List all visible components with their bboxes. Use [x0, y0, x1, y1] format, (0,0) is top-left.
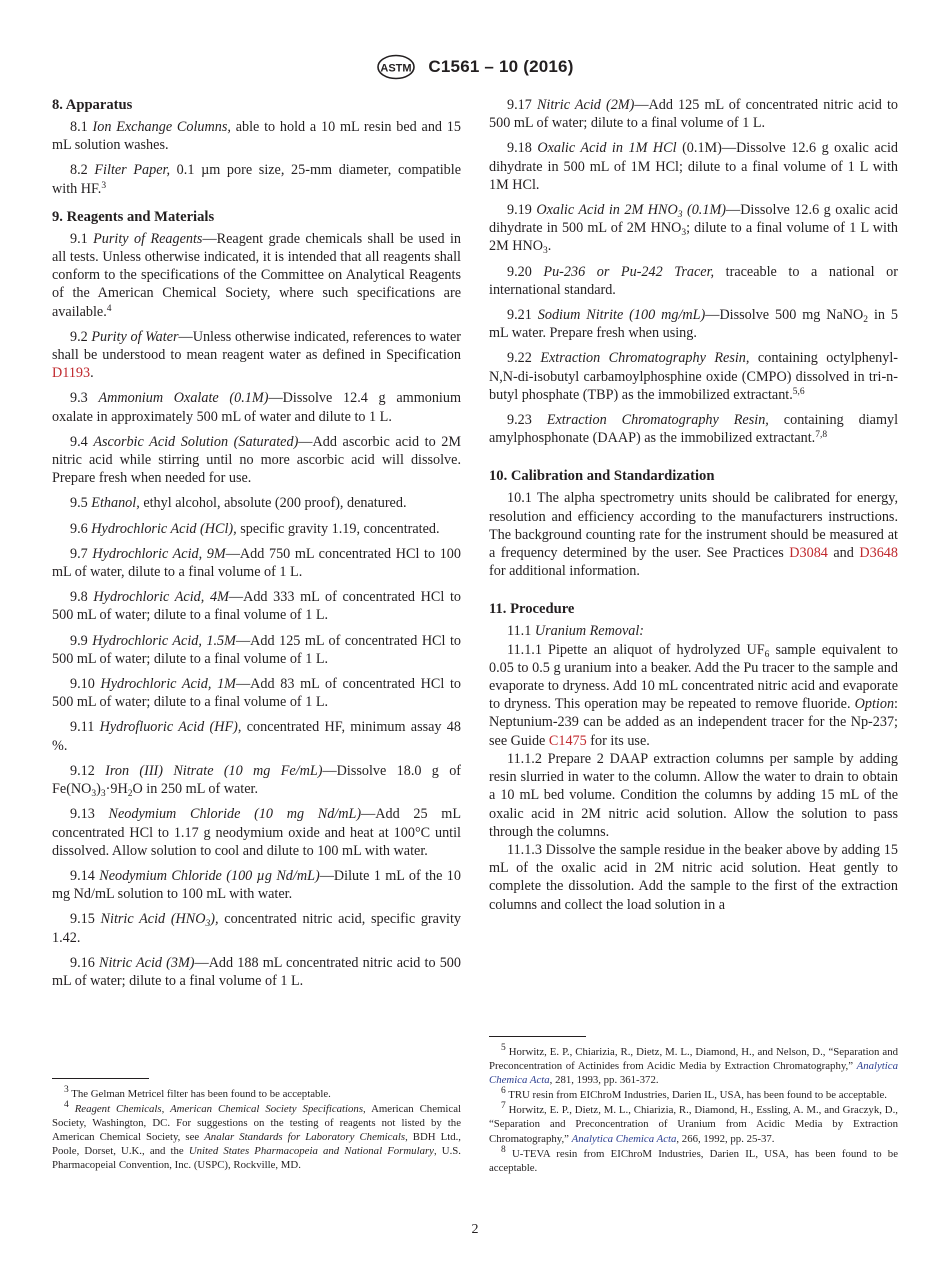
paragraph-9-1: 9.1 Purity of Reagents—Reagent grade chemicals shall be used in all tests. Unless otherwise indicated, it is intended that all reagents shall conform to the specifications of the Committee on Analytical Reagents of the American Chemical Society, where such specifications are available.$^4$: [52, 230, 461, 320]
paragraph-9-23: 9.23 Extraction Chromatography Resin, containing diamyl amylphosphonate (DAAP) as the immobilized extractant.$^{7,8}$: [489, 412, 899, 447]
footnote-5: $^5$ Horwitz, E. P., Chiarizia, R., Dietz, M. L., Diamond, H., and Nelson, D., “Separation and Preconcentration of Actinides from Acidic Media by Extraction Chromatography,” Analytica Chemica Acta, 281, 1993, pp. 361-372.: [489, 1043, 898, 1087]
page-number: 2: [471, 1222, 479, 1237]
paragraph-9-8: 9.8 Hydrochloric Acid, 4M—Add 333 mL of concentrated HCl to 500 mL of water; dilute to a final volume of 1 L.: [52, 589, 461, 624]
reference-link-c1475[interactable]: C1475: [548, 732, 587, 749]
section-heading-apparatus: 8. Apparatus: [52, 97, 133, 113]
footnote-7: $^7$ Horwitz, E. P., Dietz, M. L., Chiarizia, R., Diamond, H., Essling, A. M., and Graczyk, D., “Separation and Preconcentration of Uranium from Acidic Media by Extraction Chromatography,” Analytica Chemica Acta, 266, 1992, pp. 25-37.: [489, 1101, 898, 1145]
paragraph-9-3: 9.3 Ammonium Oxalate (0.1M)—Dissolve 12.4 g ammonium oxalate in approximately 500 mL of water and dilute to 1 L.: [52, 390, 461, 425]
document-id: C1561 – 10 (2016): [428, 57, 574, 76]
paragraph-9-20: 9.20 Pu-236 or Pu-242 Tracer, traceable to a national or international standard.: [489, 263, 899, 298]
footnote-3: $^3$ The Gelman Metricel filter has been found to be acceptable.: [64, 1085, 331, 1100]
footnotes-right: [489, 1045, 898, 1176]
svg-text:ASTM: ASTM: [380, 62, 412, 75]
paragraph-9-13: 9.13 Neodymium Chloride (10 mg Nd/mL)—Add 25 mL concentrated HCl to 1.17 g neodymium oxide and heat at 100°C until dissolved. Allow solution to cool and dilute to 100 mL with water.: [52, 806, 461, 859]
paragraph-8-1: 8.1 Ion Exchange Columns, able to hold a 10 mL resin bed and 15 mL solution washes.: [52, 119, 461, 154]
journal-link[interactable]: Analytica Chemica Acta: [489, 1060, 898, 1087]
paragraph-10-1: 10.1 The alpha spectrometry units should be calibrated for energy, resolution and efficiency according to the manufacturers instructions. The background counting rate for the instrument should be measured at a frequency determined by the user. See Practices D3084 and D3648 for additional information.: [489, 490, 898, 580]
paragraph-9-16: 9.16 Nitric Acid (3M)—Add 188 mL concentrated nitric acid to 500 mL of water; dilute to a final volume of 1 L.: [52, 954, 461, 989]
paragraph-11-1-3: 11.1.3 Dissolve the sample residue in the beaker above by adding 15 mL of the oxalic acid in 2M nitric acid solution. Heat gently to complete the dissolution. Add the sample to the first of the extraction columns and collect the load solution in a: [489, 841, 898, 913]
paragraph-9-6: 9.6 Hydrochloric Acid (HCl), specific gravity 1.19, concentrated.: [70, 520, 440, 537]
paragraph-9-10: 9.10 Hydrochloric Acid, 1M—Add 83 mL of concentrated HCl to 500 mL of water; dilute to a final volume of 1 L.: [52, 676, 461, 711]
reference-link-d1193[interactable]: D1193: [52, 365, 91, 382]
paragraph-9-21: 9.21 Sodium Nitrite (100 mg/mL)—Dissolve 500 mg NaNO$_2$ in 5 mL water. Prepare fresh when using.: [489, 307, 898, 342]
paragraph-9-19: 9.19 Oxalic Acid in 2M $HNO_3$ (0.1M)—Dissolve 12.6 g oxalic acid dihydrate in 500 mL of 2M $HNO_3$; dilute to a final volume of 1 L with 2M $HNO_3$.: [489, 202, 899, 257]
paragraph-9-4: 9.4 Ascorbic Acid Solution (Saturated)—Add ascorbic acid to 2M nitric acid while stirring until no more ascorbic acid will dissolve. Prepare fresh when needed for use.: [52, 433, 462, 487]
paragraph-9-17: 9.17 Nitric Acid (2M)—Add 125 mL of concentrated nitric acid to 500 mL of water; dilute to a final volume of 1 L.: [489, 97, 898, 132]
paragraph-9-11: 9.11 Hydrofluoric Acid (HF), concentrated HF, minimum assay 48 %.: [52, 719, 461, 754]
paragraph-9-2: 9.2 Purity of Water—Unless otherwise indicated, references to water shall be understood to mean reagent water as defined in Specification D1193.: [52, 328, 462, 382]
paragraph-11-1-1: 11.1.1 Pipette an aliquot of hydrolyzed $UF_6$ sample equivalent to 0.05 to 0.5 g uranium into a beaker. Add the Pu tracer to the sample and evaporate to dryness. Add 10 mL concentrated nitric acid and evaporate to dryness. This operation may be repeated to remove fluoride. Option: Neptunium-239 can be added as an independent tracer for the Np-237; see Guide C1475 for its use.: [489, 641, 898, 749]
paragraph-9-7: 9.7 Hydrochloric Acid, 9M—Add 750 mL concentrated HCl to 100 mL of water, dilute to a final volume of 1 L.: [52, 545, 461, 581]
footnotes-left: [52, 1087, 461, 1174]
footnote-divider: [52, 1078, 149, 1079]
paragraph-9-12: 9.12 Iron (III) Nitrate (10 mg Fe/mL)—Dissolve 18.0 g of $Fe(NO_3)_3\cdot 9H_2O$ in 250 mL of water.: [52, 762, 462, 800]
page-header: [0, 54, 950, 82]
footnote-divider: [489, 1036, 586, 1037]
section-heading-procedure: 11. Procedure: [489, 601, 575, 618]
paragraph-11-1-2: 11.1.2 Prepare 2 DAAP extraction columns per sample by adding resin slurried in water to the column. Allow the water to drain to obtain a 10 mL bed volume. Condition the columns by adding 15 mL of the oxalic acid in 2M nitric acid solution. Allow the solution to pass through the columns.: [489, 750, 898, 840]
journal-link[interactable]: Analytica Chemica Acta: [571, 1132, 677, 1145]
right-column: [489, 96, 898, 914]
paragraph-9-5: 9.5 Ethanol, ethyl alcohol, absolute (200 proof), denatured.: [70, 495, 407, 512]
reference-link-d3084[interactable]: D3084: [789, 545, 828, 562]
footnote-6: $^6$ TRU resin from EIChroM Industries, Darien IL, USA, has been found to be acceptable.: [501, 1086, 887, 1102]
paragraph-8-2: 8.2 Filter Paper, 0.1 µm pore size, 25-mm diameter, compatible with HF.$^3$: [52, 162, 461, 197]
astm-logo-icon: [376, 54, 416, 80]
reference-link-d3648[interactable]: D3648: [859, 545, 898, 562]
section-heading-reagents: 9. Reagents and Materials: [52, 208, 215, 225]
paragraph-9-22: 9.22 Extraction Chromatography Resin, containing octylphenyl-N,N-di-isobutyl carbamoylphosphine oxide (CMPO) dissolved in tri-n-butyl phosphate (TBP) as the immobilized extractant.$^{5,6}$: [489, 350, 898, 403]
footnote-4: $^4$ Reagent Chemicals, American Chemical Society Specifications, American Chemical Society, Washington, DC. For suggestions on the testing of reagents not listed by the American Chemical Society, see Analar Standards for Laboratory Chemicals, BDH Ltd., Poole, Dorset, U.K., and the United States Pharmacopeia and National Formulary, U.S. Pharmacopeial Convention, Inc. (USPC), Rockville, MD.: [52, 1100, 462, 1172]
paragraph-9-18: 9.18 Oxalic Acid in 1M HCl (0.1M)—Dissolve 12.6 g oxalic acid dihydrate in 500 mL of 1M HCl; dilute to a final volume of 1 L with 1M HCl.: [489, 140, 898, 193]
paragraph-9-15: 9.15 Nitric Acid $(HNO_3)$, concentrated nitric acid, specific gravity 1.42.: [52, 911, 462, 946]
paragraph-11-1: 11.1 Uranium Removal:: [507, 623, 645, 640]
left-column: [52, 96, 461, 990]
paragraph-9-14: 9.14 Neodymium Chloride (100 µg Nd/mL)—Dilute 1 mL of the 10 mg Nd/mL solution to 100 mL with water.: [52, 867, 461, 903]
section-heading-calibration: 10. Calibration and Standardization: [489, 468, 715, 485]
paragraph-9-9: 9.9 Hydrochloric Acid, 1.5M—Add 125 mL of concentrated HCl to 500 mL of water; dilute to a final volume of 1 L.: [52, 632, 461, 667]
footnote-8: $^8$ U-TEVA resin from EIChroM Industries, Darien IL, USA, has been found to be acceptable.: [489, 1144, 898, 1174]
